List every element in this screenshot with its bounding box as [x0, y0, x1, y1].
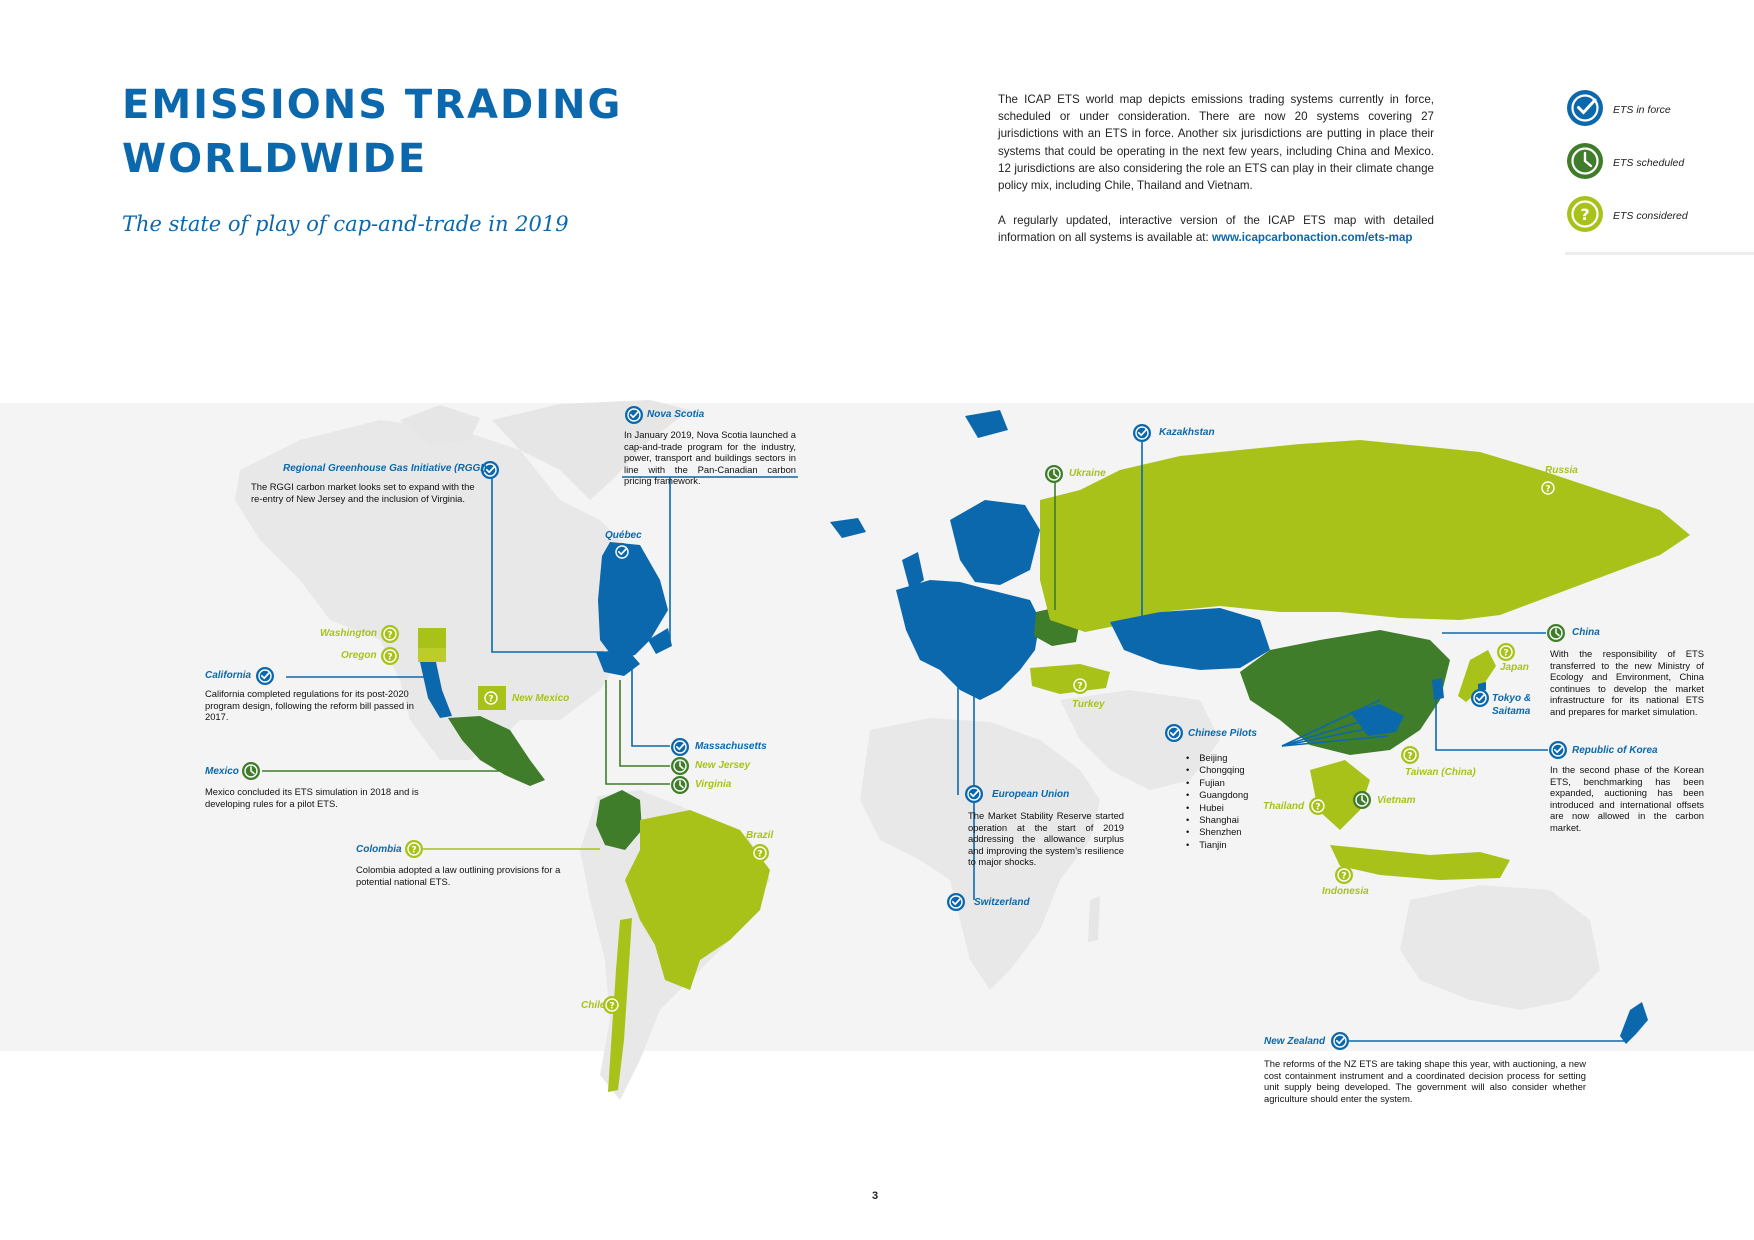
new-jersey-icon: [671, 757, 689, 775]
turkey-icon: [1071, 676, 1089, 694]
svg-text:?: ?: [1580, 205, 1590, 224]
china-icon: [1547, 624, 1565, 642]
rggi-note: The RGGI carbon market looks set to expand with the re-entry of New Jersey and the inclusion of Virginia.: [251, 481, 475, 504]
title-line-2: WORLDWIDE: [122, 136, 428, 182]
brazil-icon: [751, 844, 769, 862]
tokyo-saitama-label: [1492, 692, 1531, 718]
virginia-icon: [671, 776, 689, 794]
intro-paragraph-2-text: A regularly updated, interactive version of the ICAP ETS map with detailed information on all systems is available at:: [998, 214, 1434, 245]
taiwan-label: Taiwan (China): [1405, 767, 1476, 778]
intro-paragraph-1: The ICAP ETS world map depicts emissions trading systems currently in force, scheduled or under consideration. There are now 20 systems covering 27 jurisdictions with an ETS in force. Another six jurisdictions are putting in place their systems that could be operating in the next few years, including China and Mexico. 12 jurisdictions are also considering the role an ETS can play in their climate change policy mix, including Chile, Thailand and Vietnam.: [998, 93, 1434, 193]
new-mexico-label: New Mexico: [512, 693, 570, 704]
ukraine-label: Ukraine: [1069, 468, 1106, 479]
legend-label-considered: ETS considered: [1613, 210, 1688, 222]
washington-shape: [418, 628, 446, 648]
oregon-label: Oregon: [341, 650, 377, 661]
chile-icon: [603, 996, 621, 1014]
tokyo-saitama-icon: [1471, 689, 1489, 707]
new-zealand-icon: [1331, 1032, 1349, 1050]
nova-scotia-note: In January 2019, Nova Scotia launched a cap-and-trade program for the industry, power, transport and buildings sectors in line with the Pan-Canadian carbon pricing framework.: [624, 429, 796, 487]
pilot-item: • Chongqing: [1186, 764, 1248, 776]
switzerland-icon: [947, 893, 965, 911]
legend-label-in-force: ETS in force: [1613, 104, 1671, 116]
european-union-icon: [965, 785, 983, 803]
vietnam-label: Vietnam: [1377, 795, 1416, 806]
washington-label: Washington: [320, 628, 378, 639]
page-subtitle: The state of play of cap-and-trade in 2019: [122, 212, 569, 236]
nova-scotia-icon: [625, 406, 643, 424]
chinese-pilots-icon: [1165, 724, 1183, 742]
russia-label: Russia: [1545, 465, 1578, 476]
pilot-item: • Hubei: [1186, 802, 1248, 814]
pilot-item: • Tianjin: [1186, 839, 1248, 851]
california-label: California: [205, 670, 252, 681]
oregon-shape: [418, 648, 446, 662]
virginia-label: Virginia: [695, 779, 732, 790]
mexico-label: Mexico: [205, 766, 239, 777]
quebec-icon: [613, 543, 631, 561]
switzerland-label: Switzerland: [974, 897, 1030, 908]
brazil-label: Brazil: [746, 830, 774, 841]
china-note: With the responsibility of ETS transferred to the new Ministry of Ecology and Environment, China continues to develop the market infrastructure for its national ETS and prepares for market simulation.: [1550, 648, 1704, 717]
nova-scotia-label: Nova Scotia: [647, 409, 705, 420]
colombia-icon: [405, 840, 423, 858]
pilot-item: • Guangdong: [1186, 789, 1248, 801]
page-number: 3: [872, 1190, 879, 1202]
korea-shape: [1432, 678, 1444, 700]
chinese-pilots-list: [1186, 752, 1248, 851]
washington-icon: [381, 625, 399, 643]
korea-icon: [1549, 741, 1567, 759]
russia-icon: [1539, 479, 1557, 497]
china-label: China: [1572, 627, 1600, 638]
legend-label-scheduled: ETS scheduled: [1613, 157, 1685, 169]
vietnam-icon: [1353, 791, 1371, 809]
mexico-icon: [242, 762, 260, 780]
massachusetts-label: Massachusetts: [695, 741, 767, 752]
indonesia-label: Indonesia: [1322, 886, 1369, 897]
korea-note: In the second phase of the Korean ETS, benchmarking has been expanded, auctioning has been introduced and international offsets are now allowed in the carbon market.: [1550, 764, 1704, 833]
pilot-item: • Shenzhen: [1186, 826, 1248, 838]
thailand-label: Thailand: [1263, 801, 1305, 812]
new-jersey-label: New Jersey: [695, 760, 751, 771]
pilot-item: • Fujian: [1186, 777, 1248, 789]
ukraine-icon: [1045, 465, 1063, 483]
pilot-item: • Shanghai: [1186, 814, 1248, 826]
thailand-icon: [1309, 797, 1327, 815]
kazakhstan-icon: [1133, 424, 1151, 442]
new-mexico-icon: [482, 689, 500, 707]
japan-icon: [1497, 643, 1515, 661]
tokyo-saitama-line-2: Saitama: [1492, 706, 1531, 717]
mexico-note: Mexico concluded its ETS simulation in 2018 and is developing rules for a pilot ETS.: [205, 786, 419, 809]
european-union-label: European Union: [992, 789, 1070, 800]
european-union-note: The Market Stability Reserve started operation at the start of 2019 addressing the allowance surplus and improving the system’s resilience to major shocks.: [968, 810, 1124, 868]
korea-label: Republic of Korea: [1572, 745, 1658, 756]
tokyo-saitama-line-1: Tokyo &: [1492, 693, 1532, 704]
colombia-note: Colombia adopted a law outlining provisions for a potential national ETS.: [356, 864, 561, 887]
kazakhstan-label: Kazakhstan: [1159, 427, 1215, 438]
colombia-label: Colombia: [356, 844, 402, 855]
japan-label: Japan: [1500, 662, 1529, 673]
pilot-item: • Beijing: [1186, 752, 1248, 764]
title-line-1: EMISSIONS TRADING: [122, 82, 623, 128]
indonesia-icon: [1335, 866, 1353, 884]
california-icon: [256, 667, 274, 685]
chinese-pilots-label: Chinese Pilots: [1188, 728, 1257, 739]
quebec-label: Québec: [605, 530, 642, 541]
rggi-label: Regional Greenhouse Gas Initiative (RGGI): [283, 463, 487, 474]
taiwan-icon: [1401, 746, 1419, 764]
new-zealand-label: New Zealand: [1264, 1036, 1326, 1047]
massachusetts-icon: [671, 738, 689, 756]
chile-label: Chile: [581, 1000, 606, 1011]
turkey-label: Turkey: [1072, 699, 1105, 710]
oregon-icon: [381, 647, 399, 665]
new-zealand-note: The reforms of the NZ ETS are taking shape this year, with auctioning, a new cost containment instrument and a coordinated decision process for setting unit supply being developed. The government will also consider whether agriculture should enter the system.: [1264, 1058, 1586, 1104]
california-note: California completed regulations for its post-2020 program design, following the reform bill passed in 2017.: [205, 688, 414, 723]
ets-map-link[interactable]: www.icapcarbonaction.com/ets-map: [1211, 231, 1413, 245]
